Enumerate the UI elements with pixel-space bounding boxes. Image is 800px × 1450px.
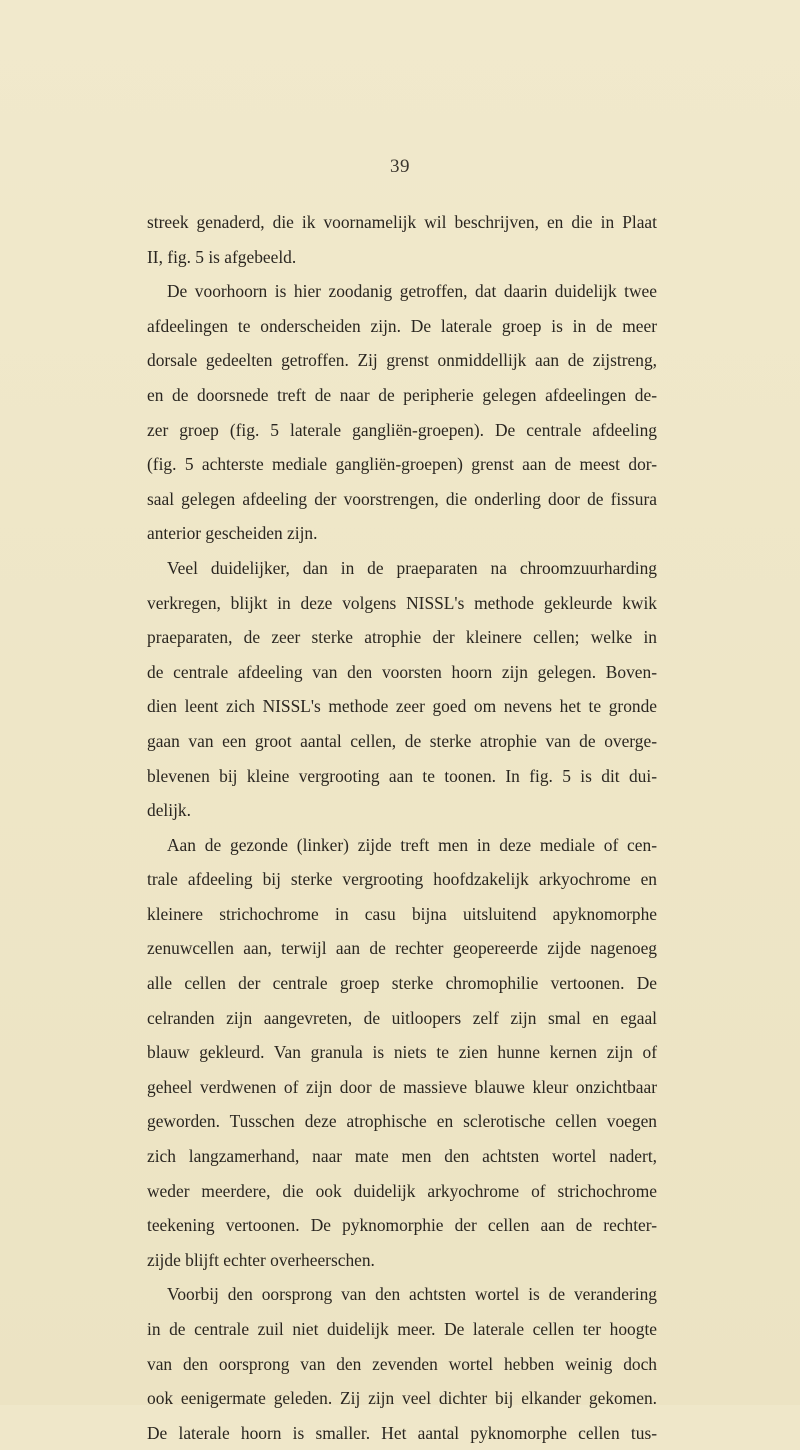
body-text: [147, 205, 657, 1450]
text-line: anterior gescheiden zijn.: [147, 523, 318, 544]
text-line: delijk.: [147, 800, 191, 821]
text-line: en de doorsnede treft de naar de peripherie gelegen afdeelingen de-: [147, 384, 657, 405]
text-line: praeparaten, de zeer sterke atrophie der kleinere cellen; welke in: [147, 627, 657, 648]
text-line: alle cellen der centrale groep sterke chromophilie vertoonen. De: [147, 973, 657, 994]
text-line: blevenen bij kleine vergrooting aan te toonen. In fig. 5 is dit dui-: [147, 765, 657, 786]
text-line: geheel verdwenen of zijn door de massieve blauwe kleur onzichtbaar: [147, 1076, 657, 1097]
text-line: dien leent zich NISSL's methode zeer goed om nevens het te gronde: [147, 696, 657, 717]
text-line: streek genaderd, die ik voornamelijk wil beschrijven, en die in Plaat: [147, 212, 657, 232]
page-number: 39: [390, 156, 410, 177]
text-line: zer groep (fig. 5 laterale gangliën-groepen). De centrale afdeeling: [147, 419, 657, 440]
text-line: Aan de gezonde (linker) zijde treft men in deze mediale of cen-: [167, 834, 657, 855]
text-line: II, fig. 5 is afgebeeld.: [147, 246, 297, 267]
text-line: zijde blijft echter overheerschen.: [147, 1249, 375, 1270]
text-line: kleinere strichochrome in casu bijna uitsluitend apyknomorphe: [147, 903, 657, 924]
text-line: van den oorsprong van den zevenden wortel hebben weinig doch: [147, 1353, 657, 1374]
text-line: Veel duidelijker, dan in de praeparaten na chroomzuurharding: [167, 557, 657, 578]
text-line: trale afdeeling bij sterke vergrooting hoofdzakelijk arkyochrome en: [147, 869, 657, 890]
text-line: gaan van een groot aantal cellen, de sterke atrophie van de overge-: [147, 730, 657, 751]
text-line: in de centrale zuil niet duidelijk meer. De laterale cellen ter hoogte: [147, 1319, 657, 1339]
text-line: celranden zijn aangevreten, de uitloopers zelf zijn smal en egaal: [147, 1007, 657, 1028]
text-line: geworden. Tusschen deze atrophische en sclerotische cellen voegen: [147, 1111, 657, 1132]
text-line: de centrale afdeeling van den voorsten hoorn zijn gelegen. Boven-: [147, 661, 657, 682]
text-line: saal gelegen afdeeling der voorstrengen, die onderling door de fissura: [147, 488, 657, 509]
text-line: teekening vertoonen. De pyknomorphie der cellen aan de rechter-: [147, 1215, 657, 1236]
text-line: (fig. 5 achterste mediale gangliën-groepen) grenst aan de meest dor-: [147, 454, 657, 475]
text-line: De laterale hoorn is smaller. Het aantal pyknomorphe cellen tus-: [147, 1422, 657, 1443]
text-line: ook eenigermate geleden. Zij zijn veel dichter bij elkander gekomen.: [147, 1388, 657, 1409]
text-line: blauw gekleurd. Van granula is niets te zien hunne kernen zijn of: [147, 1042, 657, 1063]
text-line: De voorhoorn is hier zoodanig getroffen, dat daarin duidelijk twee: [167, 281, 657, 302]
text-line: weder meerdere, die ook duidelijk arkyochrome of strichochrome: [147, 1180, 657, 1201]
text-line: verkregen, blijkt in deze volgens NISSL's methode gekleurde kwik: [147, 592, 657, 613]
text-line: Voorbij den oorsprong van den achtsten wortel is de verandering: [167, 1284, 657, 1305]
text-line: dorsale gedeelten getroffen. Zij grenst onmiddellijk aan de zijstreng,: [147, 350, 657, 371]
text-line: zenuwcellen aan, terwijl aan de rechter geopereerde zijde nagenoeg: [147, 938, 657, 959]
text-line: afdeelingen te onderscheiden zijn. De laterale groep is in de meer: [147, 315, 657, 336]
text-line: zich langzamerhand, naar mate men den achtsten wortel nadert,: [147, 1146, 657, 1167]
